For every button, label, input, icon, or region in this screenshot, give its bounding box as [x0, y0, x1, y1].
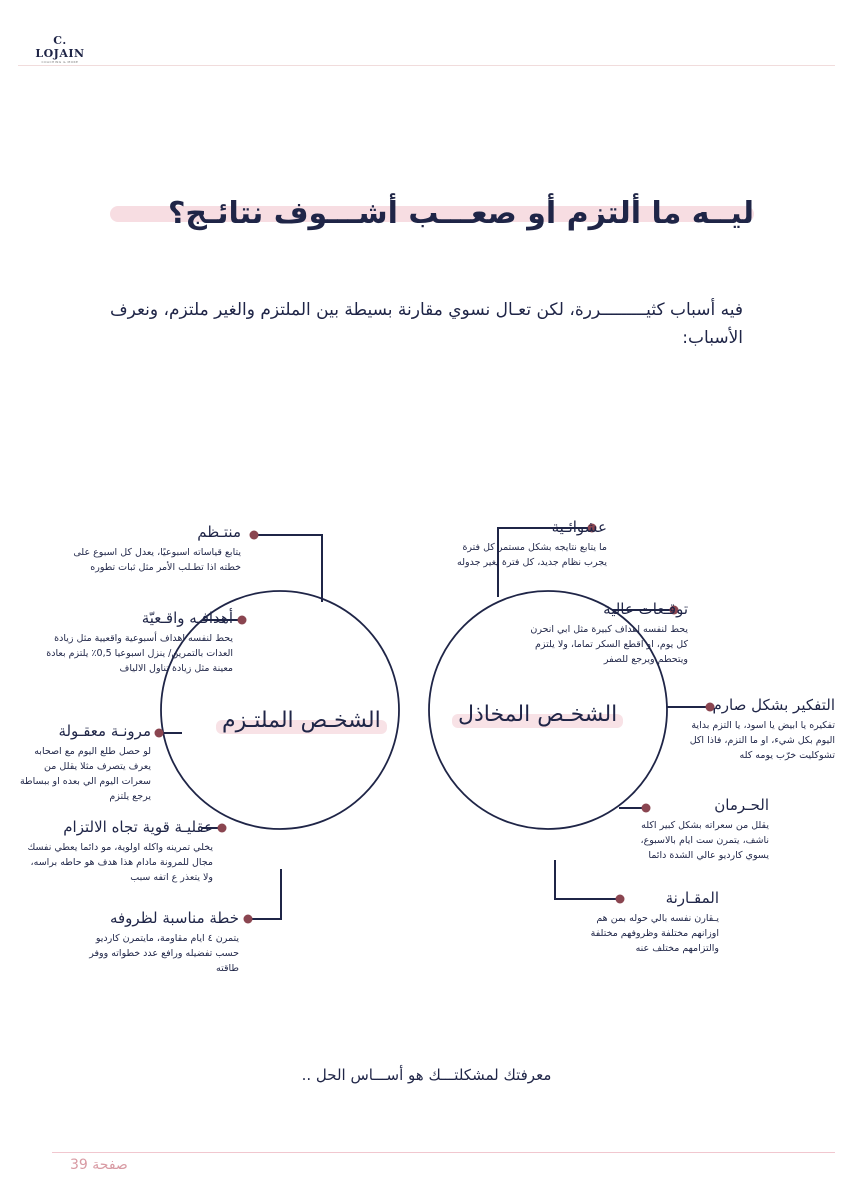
trait-heading: مرونـة معقـولة	[58, 722, 151, 740]
trait-heading: التفكير بشكل صارم	[712, 696, 835, 714]
trait-heading: الحـرمان	[714, 796, 769, 814]
trait-flexible	[16, 722, 151, 804]
trait-comparison	[571, 889, 719, 956]
trait-desc: يحط لنفسه اهداف أسبوعية واقعيية مثل زيادة العدات بالتمرين/ ينزل اسبوعيا 0,5٪ يلتزم بعادة معينة مثل زيادة تناول الالياف	[46, 633, 233, 674]
trait-desc: يتابع قياساته اسبوعيًا، يعدل كل اسبوع على خطته اذا تطـلب الأمر مثل ثبات تطوره	[73, 547, 241, 573]
intro-paragraph: فيه أسباب كثيـــــــــررة، لكن تعـال نسوي مقارنة بسيطة بين الملتزم والغير ملتزم، ونعرف الأسباب:	[109, 300, 743, 348]
trait-heading: أهدافـه واقـعيّة	[141, 609, 233, 627]
trait-rigid	[685, 696, 835, 763]
trait-heading: عشوائـية	[551, 518, 607, 536]
trait-heading: توقـعات عالية	[603, 600, 688, 618]
trait-desc: يتمرن ٤ ايام مقاومة، مايتمرن كارديو حسب تفضيله ورافع عدد خطواته ووفر طاقته	[89, 933, 239, 974]
trait-desc: يخلي تمرينه واكله اولوية، مو دائما يعطي نفسك مجال للمرونة مادام هذا هدف هو حاطه براسه، ولا يتعذر ع اتفه سبب	[27, 842, 213, 883]
trait-random	[437, 518, 607, 570]
dot-mindset	[218, 824, 227, 833]
trait-mindset	[18, 818, 213, 885]
logo-tagline: COACHING & MORE	[41, 60, 79, 64]
closing-note: معرفتك لمشكلتـــك هو أســـاس الحل ..	[301, 1066, 552, 1084]
dot-realistic	[238, 616, 247, 625]
uncommitted-label-text: الشخـص المخاذل	[458, 702, 618, 727]
trait-organized	[51, 523, 241, 575]
logo-brand: C. LOJAIN	[35, 34, 85, 60]
connector-plan	[246, 869, 281, 919]
page-number: صفحة 39	[70, 1157, 128, 1173]
uncommitted-label	[458, 702, 617, 727]
trait-realistic	[28, 609, 233, 676]
trait-plan	[74, 909, 239, 976]
committed-label-text: الشخـص الملتـزم	[222, 708, 381, 733]
trait-desc: يحط لنفسه اهداف كبيرة مثل ابي انحرن كل يوم، او اقطع السكر تماما، ولا يلتزم ويتحطم ويرجع للصفر	[530, 624, 688, 665]
trait-heading: خطة مناسبة لظروفه	[109, 909, 239, 927]
trait-expectations	[523, 600, 688, 667]
trait-desc: تفكيره يا ابيض يا اسود، يا التزم بداية اليوم بكل شيء، او ما التزم، فاذا اكل تشوكليت خرّب يومه كله	[689, 720, 835, 761]
committed-label	[222, 708, 381, 733]
dot-flexible	[155, 729, 164, 738]
page-title: ليــه ما ألتزم أو صعـــب أشـــوف نتائـج؟	[167, 196, 754, 231]
dot-plan	[244, 915, 253, 924]
trait-desc: لو حصل طلع اليوم مع اصحابه يعرف يتصرف مثلا يقلل من سعرات اليوم الي بعده او ببساطة يرجع يلتزم	[19, 746, 151, 802]
trait-heading: المقـارنة	[665, 889, 719, 907]
trait-desc: يقلل من سعراته بشكل كبير اكله ناشف، يتمرن ست ايام بالاسبوع، يسوي كارديو عالي الشدة دائما	[640, 820, 769, 861]
trait-deprivation	[619, 796, 769, 863]
trait-heading: عقليـة قوية تجاه الالتزام	[63, 818, 213, 836]
dot-organized	[250, 531, 259, 540]
footer-divider	[52, 1152, 835, 1153]
trait-heading: منتـظم	[197, 523, 241, 541]
trait-desc: ما يتابع نتايجه بشكل مستمر كل فترة يجرب نظام جديد، كل فترة يغير جدوله	[457, 542, 607, 568]
trait-desc: يـقارن نفسه بالي حوله بمن هم اوزانهم مختلفة وظروفهم مختلفة والتزامهم مختلف عنه	[590, 913, 719, 954]
